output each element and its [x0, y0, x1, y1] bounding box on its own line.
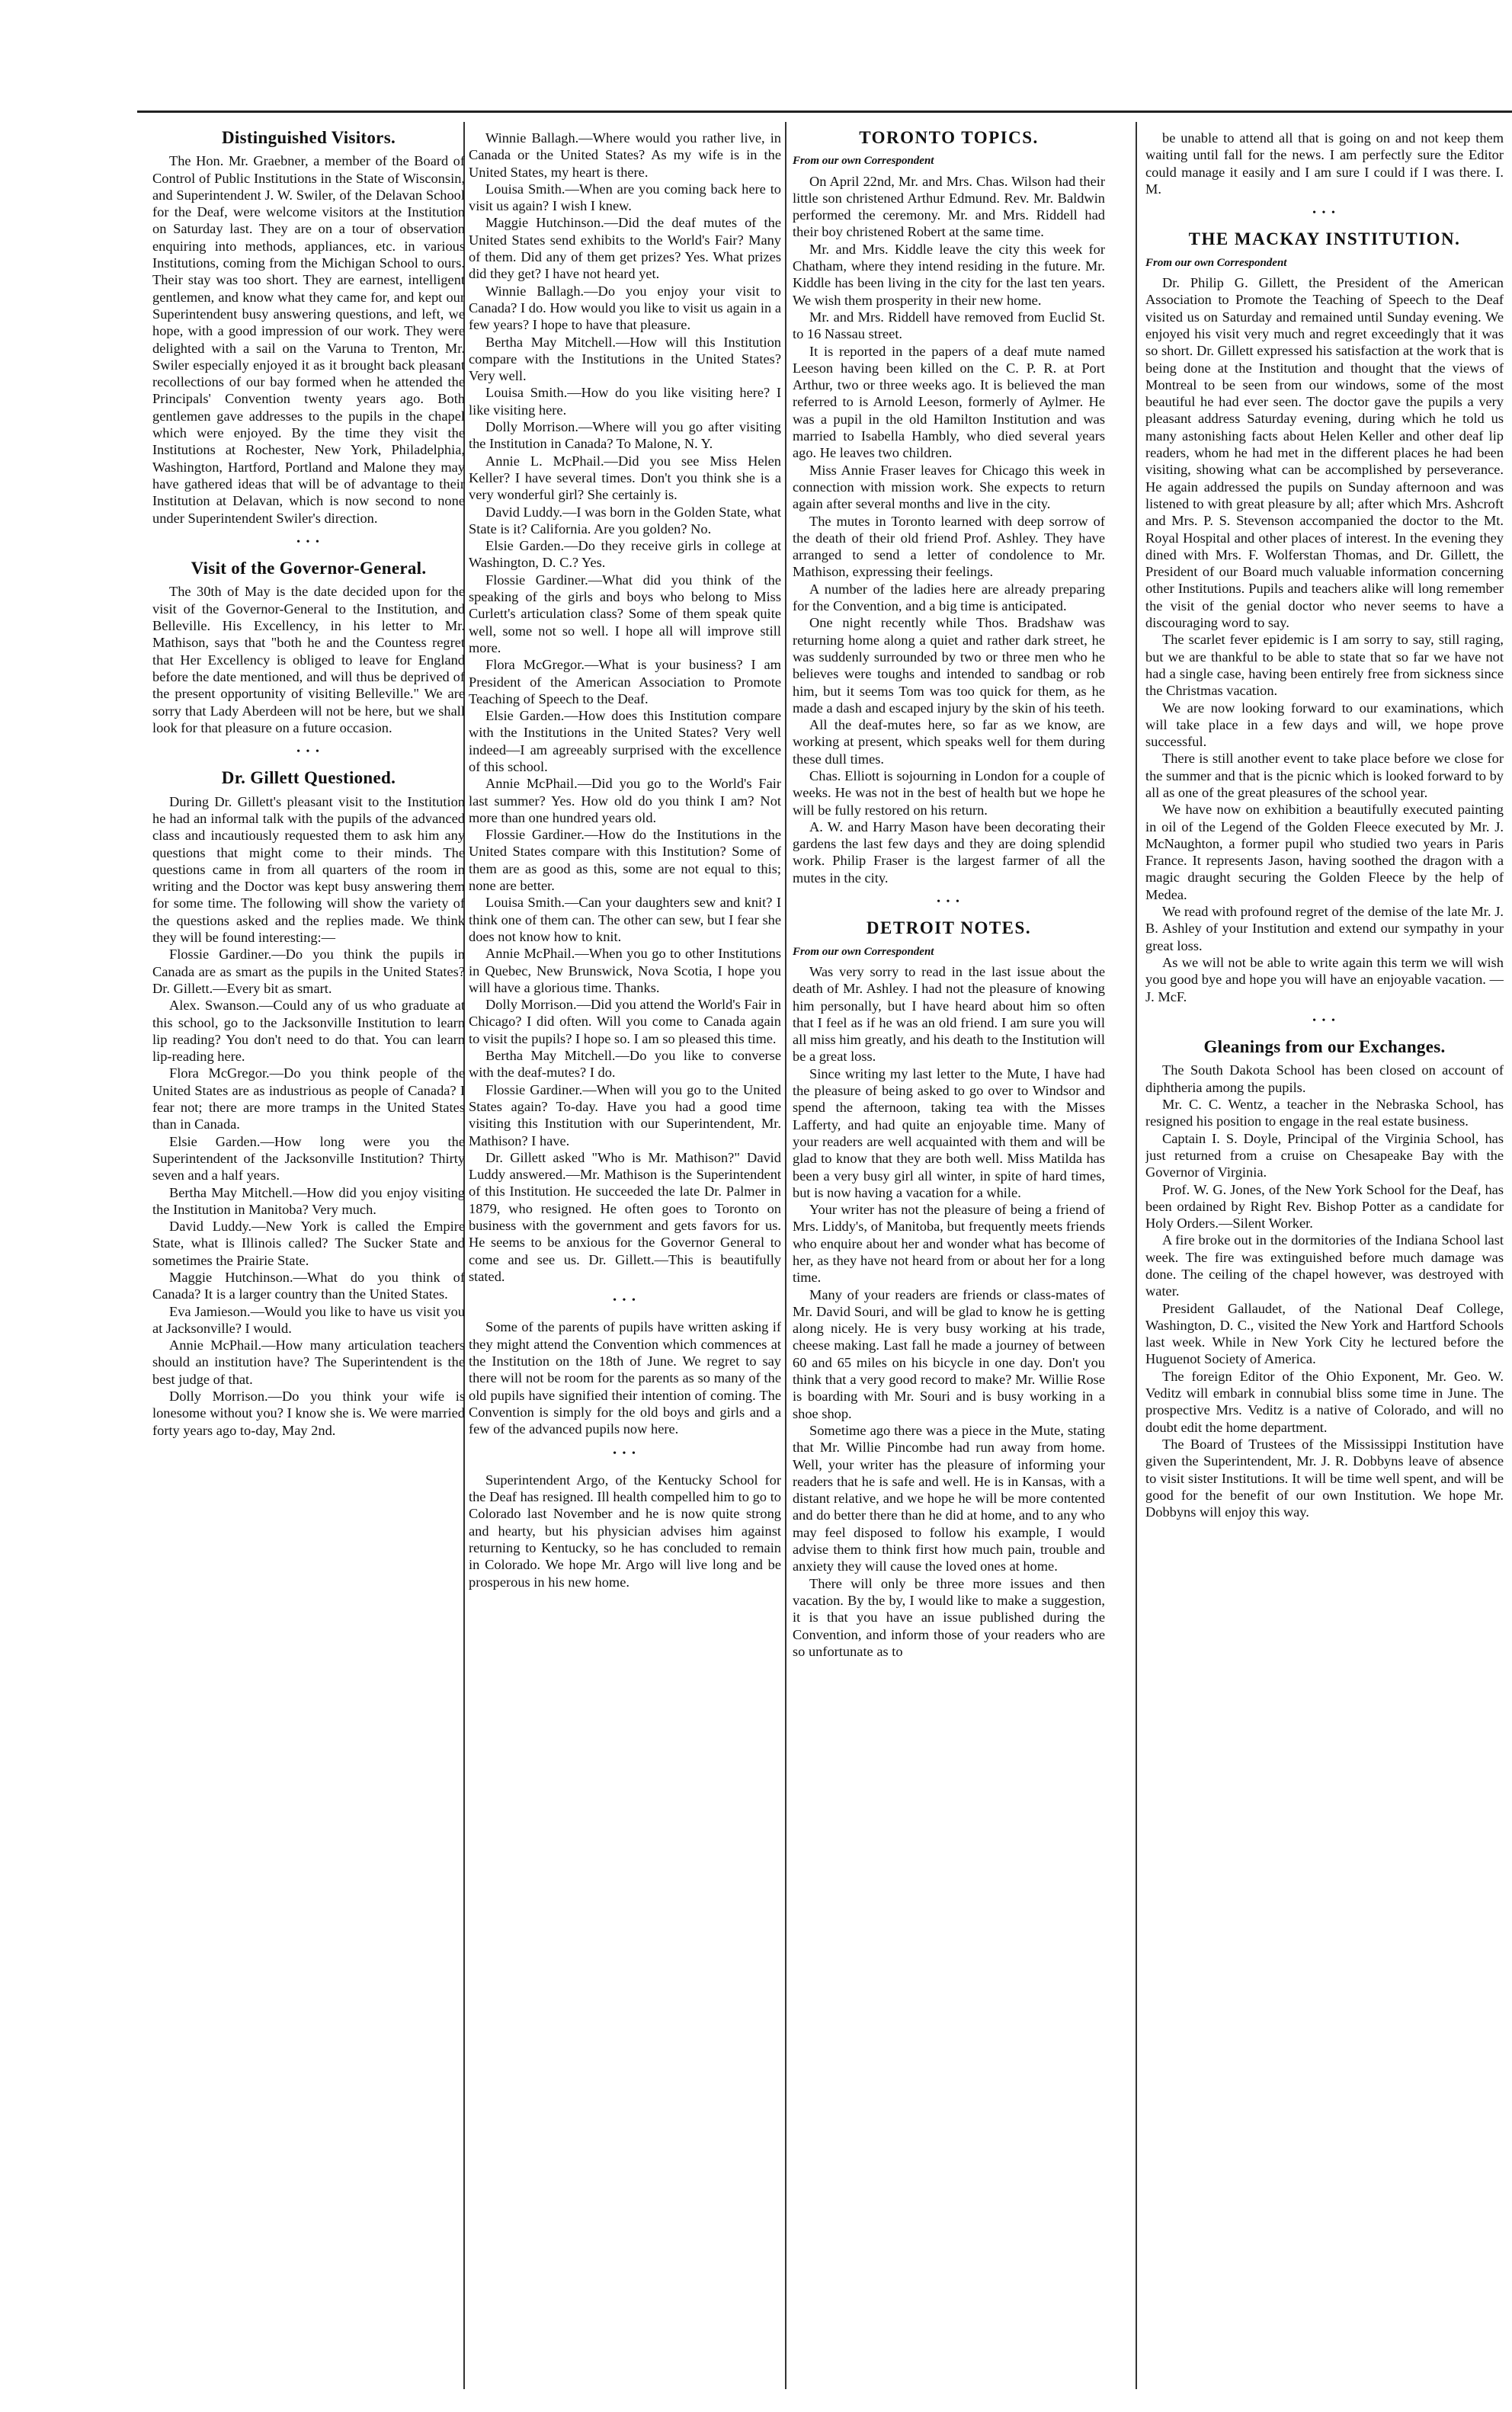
question-paragraph: Bertha May Mitchell.—Do you like to converse with the deaf-mutes? I do.: [469, 1048, 781, 1081]
correspondent-line: From our own Correspondent: [793, 945, 934, 958]
question-paragraph: Louisa Smith.—How do you like visiting here? I like visiting here.: [469, 385, 781, 418]
correspondent-line: From our own Correspondent: [1145, 256, 1287, 269]
article-paragraph: Was very sorry to read in the last issue about the death of Mr. Ashley. I had not the pleasure of knowing him personally, but I have heard about him so often that I feel as if he was an old friend. I am sure you will all miss him greatly, and his death to the Institution will be a great loss.: [793, 963, 1105, 1065]
article-paragraph: The Hon. Mr. Graebner, a member of the Board of Control of Public Institutions in the State of Wisconsin, and Superintendent J. W. Swiler, of the Delavan School for the Deaf, were welcome visitors at the Institution on Saturday last. They are on a tour of observation enquiring into methods, appliances, etc. in various Institutions, coming from the Michigan School to ours. Their stay was too short. They are earnest, intelligent gentlemen, and know what they came for, and kept our Superintendent busy answering questions, and left, we hope, with a good impression of our work. They were delighted with a sail on the Varuna to Trenton, Mr. Swiler especially enjoyed it as it brought back pleasant recollections of our bay formed when he attended the Principals' Convention twenty years ago. Both gentlemen gave addresses to the pupils in the chapel which were enjoyed. By the time they visit the Institutions at Rochester, New York, Philadelphia, Washington, Hartford, Portland and Malone they may have gathered ideas that will be of advantage to their Institution at Delavan, which is now second to none under Superintendent Swiler's direction.: [152, 153, 465, 526]
article-paragraph: Dr. Philip G. Gillett, the President of the American Association to Promote the Teaching of Speech to the Deaf visited us on Saturday and remained until Sunday evening. We enjoyed his visit very much and regret exceedingly that it was so short. Dr. Gillett expressed his satisfaction at the work that is being done at the Institution and thought that the views of Montreal to be seen from our windows, some of the most beautiful he had ever seen. The doctor gave the pupils a very pleasant address Saturday evening, during which he told us many astonishing facts about Helen Keller and other deaf lip readers, whom he had met in the different places he had been visiting, showing what can be accomplished by perseverance. He again addressed the pupils on Sunday afternoon and was listened to with great pleasure by all; after which Mrs. Ashcroft and Mrs. P. S. Stevenson accompanied the doctor to the Mt. Royal Hospital and other places of interest. In the evening they dined with Mrs. F. Wolferstan Thomas, and Dr. Gillett, the President of our Board much valuable information concerning other Institutions. Pupils and teachers alike will long remember the visit of the genial doctor who never seems to have a discouraging word to say.: [1145, 275, 1504, 631]
question-paragraph: Flossie Gardiner.—When will you go to the United States again? To-day. Have you had a good time visiting this Institution with our Superintendent, Mr. Mathison? I have.: [469, 1081, 781, 1148]
article-paragraph: On April 22nd, Mr. and Mrs. Chas. Wilson had their little son christened Arthur Edmund. Rev. Mr. Baldwin performed the ceremony. Mr. and Mrs. Riddell had their boy christened Robert at the same time.: [793, 173, 1105, 240]
article-paragraph: Mr. C. C. Wentz, a teacher in the Nebraska School, has resigned his position to engage in the real estate business.: [1145, 1097, 1504, 1129]
article-paragraph: Your writer has not the pleasure of being a friend of Mrs. Liddy's, of Manitoba, but frequently meets friends who enquire about her and wonder what has become of her, as they have not heard from or about her for a long time.: [793, 1202, 1105, 1286]
article-paragraph: Since writing my last letter to the Mute, I have had the pleasure of being asked to go over to Windsor and spend the afternoon, taking tea with the Misses Lafferty, and had quite an enjoyable time. Many of your readers are well acquainted with them and will be glad to know that they are both well. Miss Matilda has been a very busy girl all winter, in spite of hard times, but is now having a vacation for a while.: [793, 1065, 1105, 1200]
section-separator: • • •: [613, 1447, 637, 1459]
article-heading-questioned: Dr. Gillett Questioned.: [221, 768, 396, 788]
article-paragraph: We are now looking forward to our examinations, which will take place in a few days and will, we hope prove successful.: [1145, 700, 1504, 750]
notice-paragraph: Superintendent Argo, of the Kentucky School for the Deaf has resigned. Ill health compelled him to go to Colorado last November and he is now quite strong and hearty, but his physician advises him against returning to Kentucky, so he has concluded to remain in Colorado. We hope Mr. Argo will live long and be prosperous in his new home.: [469, 1472, 781, 1590]
article-paragraph: The foreign Editor of the Ohio Exponent, Mr. Geo. W. Veditz will embark in connubial bliss some time in June. The prospective Mrs. Veditz is a native of Colorado, and will no doubt edit the home department.: [1145, 1368, 1504, 1435]
question-paragraph: David Luddy.—New York is called the Empire State, what is Illinois called? The Sucker State and sometimes the Prairie State.: [152, 1219, 465, 1268]
article-paragraph: As we will not be able to write again this term we will wish you good bye and hope you will have an enjoyable vacation. —J. McF.: [1145, 954, 1504, 1004]
article-heading-gleanings: Gleanings from our Exchanges.: [1203, 1037, 1446, 1057]
article-paragraph: Prof. W. G. Jones, of the New York School for the Deaf, has been ordained by Right Rev. Bishop Potter as a candidate for Holy Orders.—Silent Worker.: [1145, 1181, 1504, 1232]
column-rule: [785, 122, 786, 2389]
article-paragraph: Captain I. S. Doyle, Principal of the Virginia School, has just returned from a cruise on Chesapeake Bay with the Governor of Virginia.: [1145, 1130, 1504, 1180]
question-paragraph: Louisa Smith.—Can your daughters sew and knit? I think one of them can. The other can sew, but I fear she does not know how to knit.: [469, 895, 781, 944]
question-paragraph: Flora McGregor.—Do you think people of the United States are as industrious as people of Canada? I fear not; there are more tramps in the United States than in Canada.: [152, 1065, 465, 1132]
question-paragraph: Flossie Gardiner.—How do the Institutions in the United States compare with this Institution? Some of them are as good as this, some are not equal to this; none are better.: [469, 827, 781, 894]
article-paragraph: A fire broke out in the dormitories of the Indiana School last week. The fire was extinguished before much damage was done. The ceiling of the chapel however, was destroyed with water.: [1145, 1232, 1504, 1299]
article-paragraph: Many of your readers are friends or class-mates of Mr. David Souri, and will be glad to know he is getting along nicely. He is very busy working at his trade, cheese making. Last fall he made a journey of between 60 and 65 miles on his bicycle in one day. Don't you think that a very good record to make? Mr. Willie Rose is boarding with Mr. Souri and is busy working in a shoe shop.: [793, 1286, 1105, 1421]
article-paragraph: Sometime ago there was a piece in the Mute, stating that Mr. Willie Pincombe had run away from home. Well, your writer has the pleasure of informing your readers that he is safe and well. He is in Kansas, with a distant relative, and we hope he will be more contented and do better there than he did at home, and to any who may feel disposed to follow his example, I would advise them to think first how much pain, trouble and anxiety they will cause the loved ones at home.: [793, 1422, 1105, 1574]
article-paragraph: President Gallaudet, of the National Deaf College, Washington, D. C., visited the New York and Hartford Schools last week. While in New York City he lectured before the Huguenot Society of America.: [1145, 1300, 1504, 1367]
article-paragraph: The scarlet fever epidemic is I am sorry to say, still raging, but we are thankful to be able to state that so far we have not had a single case, having been entirely free from sickness since the Christmas vacation.: [1145, 632, 1504, 699]
section-separator: • • •: [1312, 207, 1337, 219]
article-paragraph: The Board of Trustees of the Mississippi Institution have given the Superintendent, Mr. J. R. Dobbyns leave of absence to visit sister Institutions. It will be time well spent, and will be good for the benefit of our own Institution. We hope Mr. Dobbyns will enjoy this way.: [1145, 1436, 1504, 1520]
section-separator: • • •: [613, 1295, 637, 1307]
article-paragraph: Chas. Elliott is sojourning in London for a couple of weeks. He was not in the best of health but we hope he will be fully restored on his return.: [793, 767, 1105, 818]
article-paragraph: The 30th of May is the date decided upon for the visit of the Governor-General to the Institution, and Belleville. His Excellency, in his letter to Mr. Mathison, says that "both he and the Countess regret that Her Excellency is obliged to leave for England before the date mentioned, and will thus be deprived of the present opportunity of visiting Belleville." We are sorry that Lady Aberdeen will not be here, but we shall look for that pleasure on a future occasion.: [152, 584, 465, 735]
article-paragraph: One night recently while Thos. Bradshaw was returning home along a quiet and rather dark street, he was suddenly surrounded by two or three men who he believes were toughs and intended to sandbag or rob him, but it seems Tom was too quick for them, as he made a dash and escaped injury by the skin of his teeth.: [793, 615, 1105, 716]
column-rule: [1136, 122, 1137, 2389]
correspondent-line: From our own Correspondent: [793, 155, 934, 168]
article-paragraph: Mr. and Mrs. Kiddle leave the city this week for Chatham, where they intend residing in the future. Mr. Kiddle has been living in the city for the last ten years. We wish them prosperity in their new home.: [793, 241, 1105, 308]
column-3: [793, 130, 1105, 2385]
article-heading-detroit: DETROIT NOTES.: [866, 918, 1032, 938]
column-4: [1145, 130, 1504, 2385]
question-paragraph: Elsie Garden.—How does this Institution compare with the Institutions in the United States? Very well indeed—I am agreeably surprised with the excellence of this school.: [469, 708, 781, 774]
question-paragraph: Annie McPhail.—When you go to other Institutions in Quebec, New Brunswick, Nova Scotia, I hope you will have a glorious time. Thanks.: [469, 946, 781, 995]
question-paragraph: Maggie Hutchinson.—What do you think of Canada? It is a larger country than the United States.: [152, 1270, 465, 1302]
question-paragraph: Elsie Garden.—How long were you the Superintendent of the Jacksonville Institution? Thirty seven and a half years.: [152, 1133, 465, 1184]
article-paragraph: During Dr. Gillett's pleasant visit to the Institution he had an informal talk with the pupils of the advanced class and incautiously requested them to ask him any questions that might come to their minds. The questions came in from all quarters of the room in writing and the Doctor was kept busy answering them for some time. The following will show the variety of the questions asked and the replies made. We think they will be found interesting:—: [152, 793, 465, 946]
article-paragraph: We have now on exhibition a beautifully executed painting in oil of the Legend of the Golden Fleece executed by Mr. J. McNaughton, a former pupil who studied two years in Paris France. It represents Jason, having soothed the dragon with a magic draught securing the Golden Fleece by the help of Medea.: [1145, 802, 1504, 902]
question-paragraph: Bertha May Mitchell.—How did you enjoy visiting the Institution in Manitoba? Very much.: [152, 1184, 465, 1217]
article-heading-mackay: THE MACKAY INSTITUTION.: [1188, 229, 1461, 249]
question-paragraph: Elsie Garden.—Do they receive girls in college at Washington, D. C.? Yes.: [469, 538, 781, 571]
column-2: [469, 130, 781, 2385]
question-paragraph: Alex. Swanson.—Could any of us who graduate at this school, go to the Jacksonville Institution to learn lip reading? You don't need to do that. You can learn lip-reading here.: [152, 998, 465, 1065]
question-paragraph: Dolly Morrison.—Where will you go after visiting the Institution in Canada? To Malone, N. Y.: [469, 419, 781, 452]
column-1: [152, 130, 465, 2385]
question-paragraph: Maggie Hutchinson.—Did the deaf mutes of the United States send exhibits to the World's Fair? Many of them. Did any of them get prizes? Yes. What prizes did they get? I have not heard yet.: [469, 215, 781, 282]
article-paragraph: The South Dakota School has been closed on account of diphtheria among the pupils.: [1145, 1062, 1504, 1095]
question-paragraph: Eva Jamieson.—Would you like to have us visit you at Jacksonville? I would.: [152, 1303, 465, 1336]
question-paragraph: Dolly Morrison.—Did you attend the World's Fair in Chicago? I did often. Will you come to Canada again to visit the pupils? I hope so. I am so pleased this time.: [469, 997, 781, 1046]
question-paragraph: Annie L. McPhail.—Did you see Miss Helen Keller? I have several times. Don't you think she is a very wonderful girl? She certainly is.: [469, 453, 781, 503]
question-paragraph: Annie McPhail.—Did you go to the World's Fair last summer? Yes. How old do you think I am? Not more than one hundred years old.: [469, 776, 781, 825]
question-paragraph: Louisa Smith.—When are you coming back here to visit us again? I wish I knew.: [469, 181, 781, 214]
question-paragraph: Flossie Gardiner.—Do you think the pupils in Canada are as smart as the pupils in the United States? Dr. Gillett.—Every bit as smart.: [152, 947, 465, 996]
question-paragraph: Bertha May Mitchell.—How will this Institution compare with the Institutions in the United States? Very well.: [469, 334, 781, 384]
question-paragraph: David Luddy.—I was born in the Golden State, what State is it? California. Are you golden? No.: [469, 504, 781, 537]
article-paragraph: It is reported in the papers of a deaf mute named Leeson having been killed on the C. P. R. at Port Arthur, two or three weeks ago. It is believed the man referred to is Arnold Leeson, formerly of Aylmer. He was a pupil in the old Hamilton Institution and was married to Isabella Hambly, who died several years ago. He leaves two children.: [793, 343, 1105, 461]
question-paragraph: Flossie Gardiner.—What did you think of the speaking of the girls and boys who belong to Miss Curlett's articulation class? Some of them speak quite well, some not so well. I hope all will improve still more.: [469, 572, 781, 655]
article-paragraph: The mutes in Toronto learned with deep sorrow of the death of their old friend Prof. Ashley. They have arranged to send a letter of condolence to Mr. Mathison, expressing their feelings.: [793, 513, 1105, 580]
article-paragraph: Mr. and Mrs. Riddell have removed from Euclid St. to 16 Nassau street.: [793, 309, 1105, 342]
section-separator: • • •: [1312, 1014, 1337, 1027]
article-paragraph: There will only be three more issues and then vacation. By the by, I would like to make a suggestion, it is that you have an issue published during the Convention, and inform those of your readers who are so unfortunate as to: [793, 1575, 1105, 1659]
article-paragraph: We read with profound regret of the demise of the late Mr. J. B. Ashley of your Institution and extend our sympathy in your great loss.: [1145, 904, 1504, 953]
article-paragraph: be unable to attend all that is going on and not keep them waiting until fall for the news. I am perfectly sure the Editor could manage it easily and I am sure I could if I was there. I. M.: [1145, 130, 1504, 197]
section-separator: • • •: [296, 536, 321, 548]
question-paragraph: Winnie Ballagh.—Where would you rather live, in Canada or the United States? As my wife is in the United States, my heart is there.: [469, 130, 781, 180]
article-paragraph: All the deaf-mutes here, so far as we know, are working at present, which speaks well for them during these dull times.: [793, 717, 1105, 767]
article-heading-toronto: TORONTO TOPICS.: [859, 130, 1039, 147]
question-paragraph: Annie McPhail.—How many articulation teachers should an institution have? The Superintendent is the best judge of that.: [152, 1337, 465, 1387]
article-heading-governor: Visit of the Governor-General.: [191, 559, 427, 578]
article-paragraph: There is still another event to take place before we close for the summer and that is the picnic which is looked forward to by all as one of the great pleasures of the school year.: [1145, 751, 1504, 800]
question-paragraph: Winnie Ballagh.—Do you enjoy your visit to Canada? I do. How would you like to visit us again in a few years? I hope to have that pleasure.: [469, 283, 781, 333]
article-paragraph: A number of the ladies here are already preparing for the Convention, and a big time is anticipated.: [793, 581, 1105, 614]
section-separator: • • •: [937, 896, 961, 908]
question-paragraph: Dr. Gillett asked "Who is Mr. Mathison?" David Luddy answered.—Mr. Mathison is the Superintendent of this Institution. He succeeded the late Dr. Palmer in 1879, who resigned. He often goes to Toronto on business with the government and gets favors for us. He seems to be anxious for the Governor General to come and see us. Dr. Gillett.—This is beautifully stated.: [469, 1149, 781, 1284]
article-heading-visitors: Distinguished Visitors.: [221, 130, 396, 147]
section-separator: • • •: [296, 746, 321, 758]
article-paragraph: Miss Annie Fraser leaves for Chicago this week in connection with mission work. She expects to return again after several months and live in the city.: [793, 462, 1105, 512]
question-paragraph: Flora McGregor.—What is your business? I am President of the American Association to Promote Teaching of Speech to the Deaf.: [469, 657, 781, 706]
question-paragraph: Dolly Morrison.—Do you think your wife is lonesome without you? I know she is. We were married forty years ago to-day, May 2nd.: [152, 1389, 465, 1438]
notice-paragraph: Some of the parents of pupils have written asking if they might attend the Convention which commences at the Institution on the 18th of June. We regret to say there will not be room for the parents as so many of the old pupils have signified their intention of coming. The Convention is simply for the old boys and girls and a few of the advanced pupils now here.: [469, 1319, 781, 1437]
top-rule: [137, 111, 1512, 113]
article-paragraph: A. W. and Harry Mason have been decorating their gardens the last few days and they are doing splendid work. Philip Fraser is the largest farmer of all the mutes in the city.: [793, 818, 1105, 886]
